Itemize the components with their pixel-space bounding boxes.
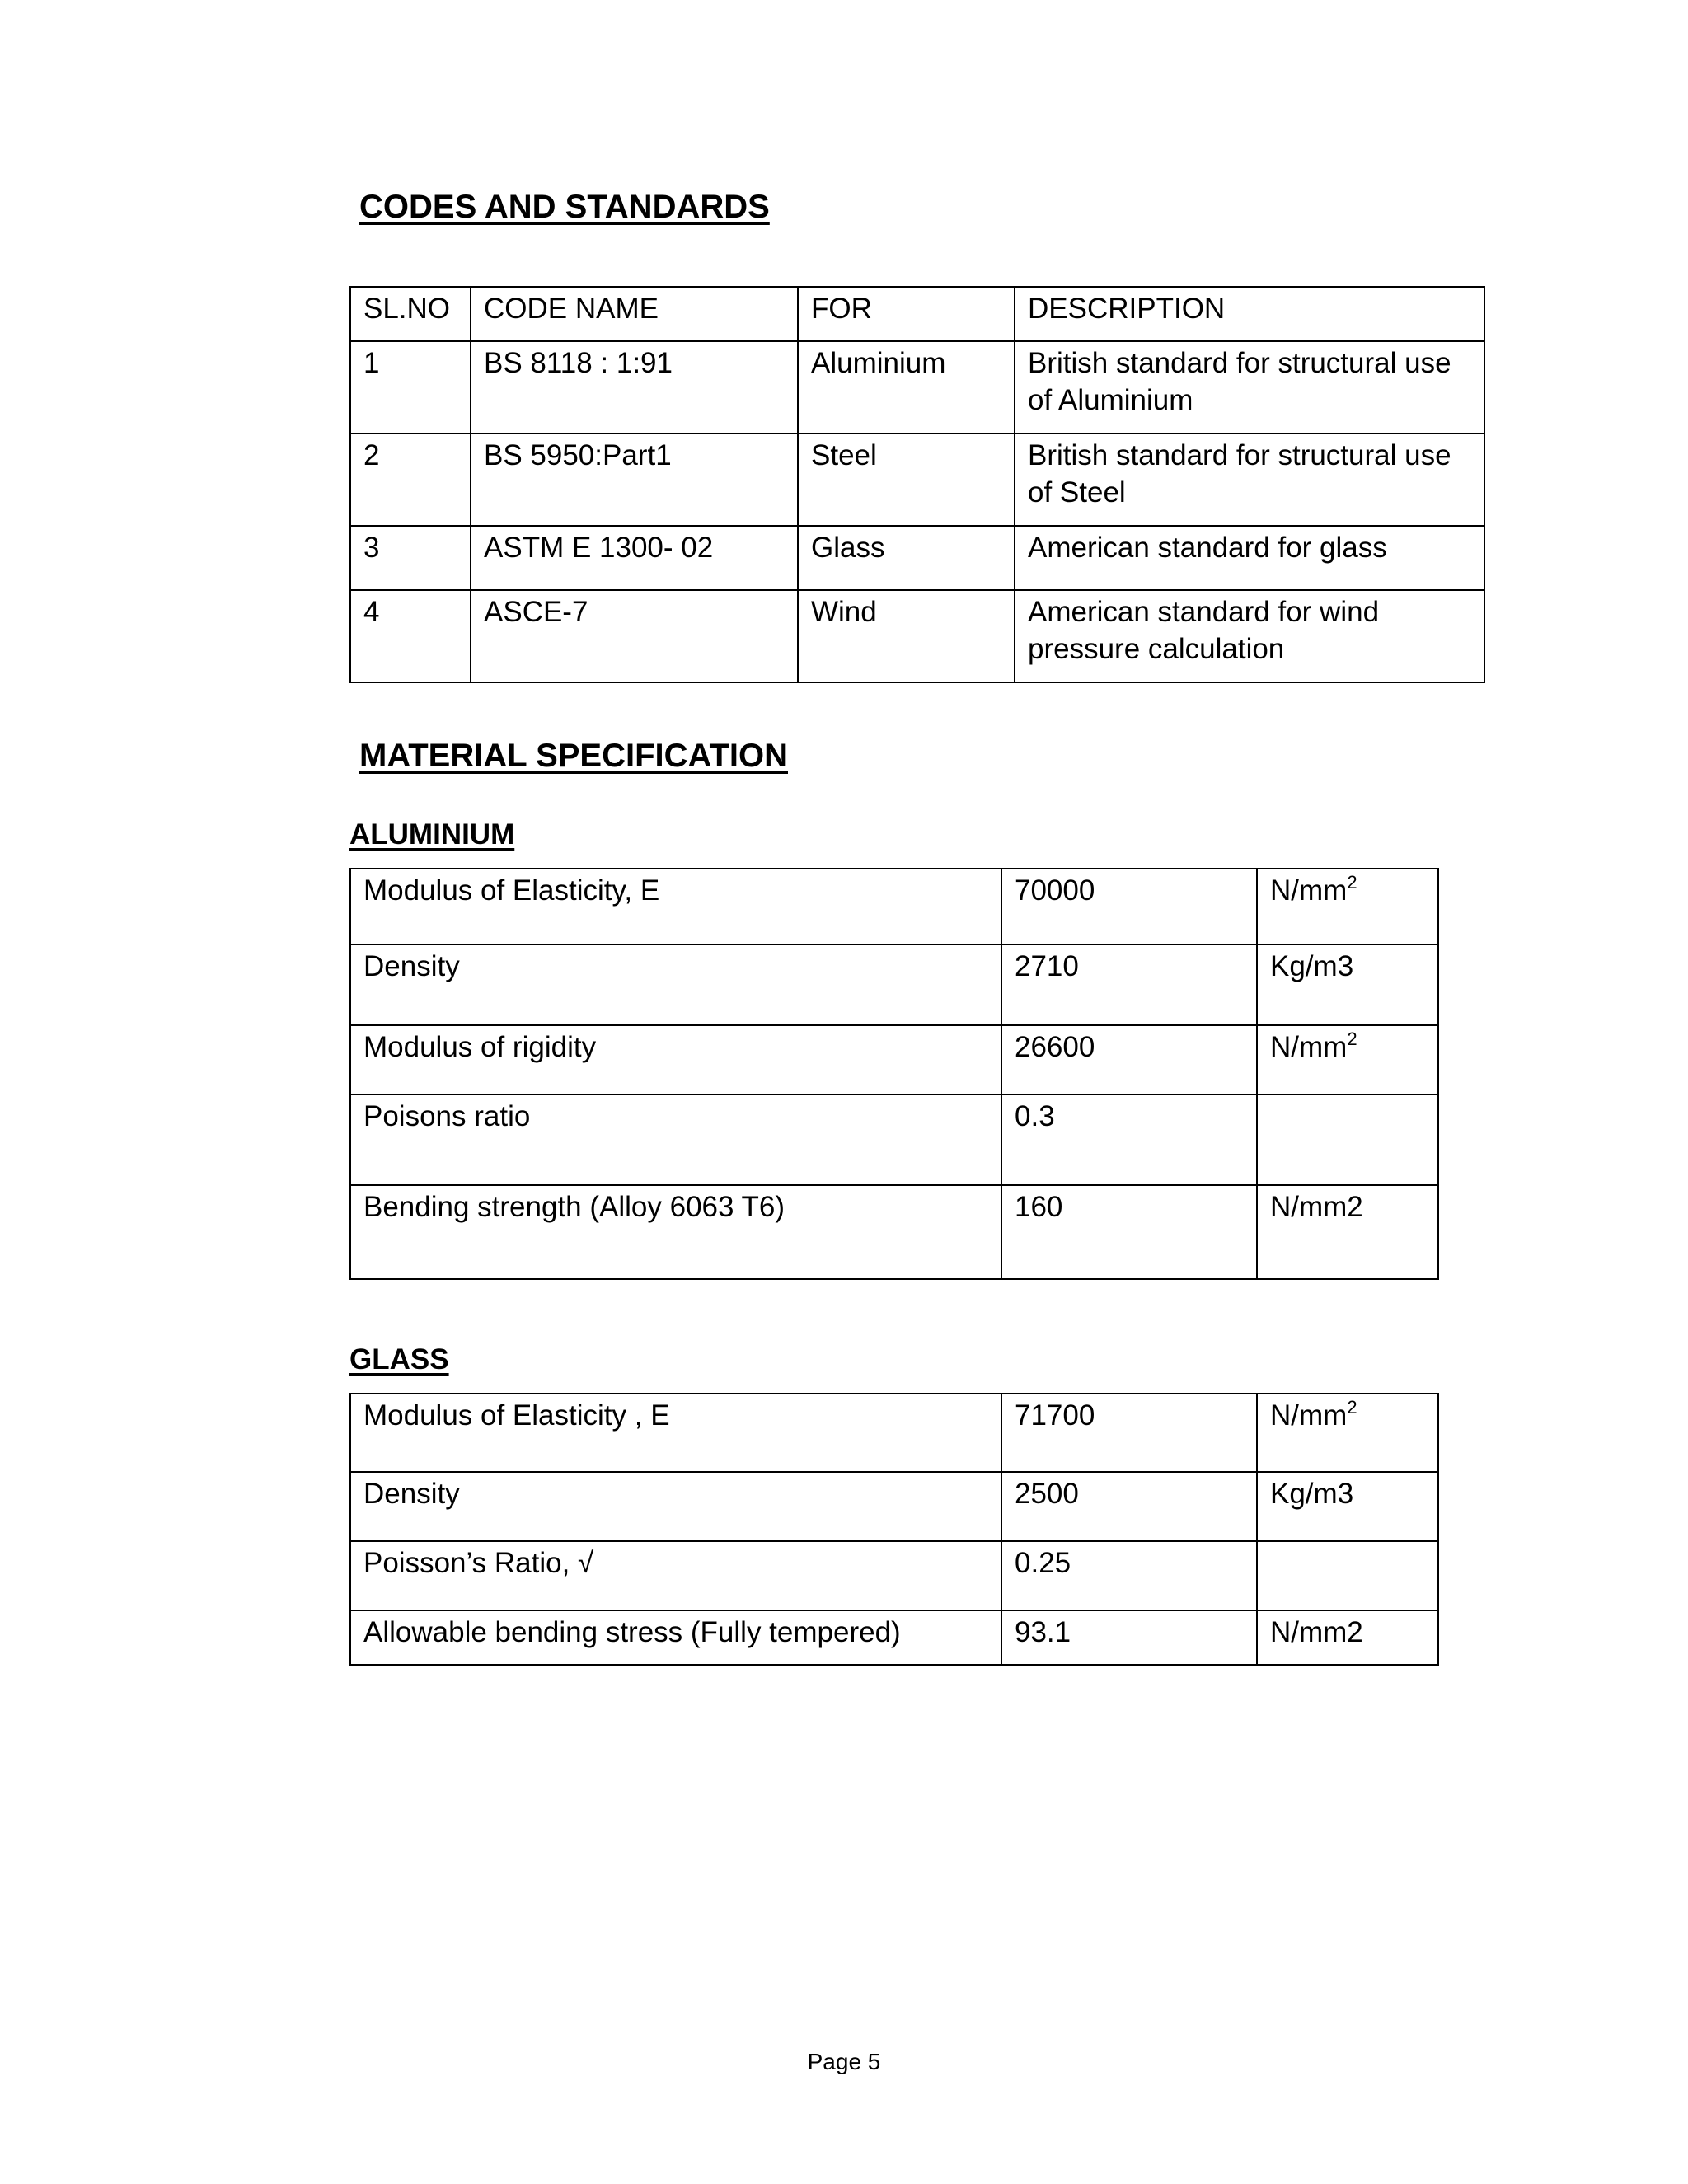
unit-text: N/mm bbox=[1270, 1031, 1348, 1063]
glass-table bbox=[349, 1393, 1439, 1666]
unit-text: N/mm bbox=[1270, 874, 1348, 907]
value-cell: 2710 bbox=[1001, 944, 1257, 1025]
aluminium-heading: ALUMINIUM bbox=[349, 818, 515, 851]
description-line: American standard for glass bbox=[1028, 532, 1387, 564]
cell-code-name: BS 5950:Part1 bbox=[471, 434, 798, 526]
description-line: of Aluminium bbox=[1028, 384, 1193, 416]
unit-cell bbox=[1257, 869, 1438, 944]
cell-for: Steel bbox=[798, 434, 1015, 526]
unit-cell bbox=[1257, 944, 1438, 1025]
table-row bbox=[350, 1394, 1438, 1472]
property-cell: Density bbox=[350, 944, 1001, 1025]
description-line: British standard for structural use bbox=[1028, 347, 1451, 379]
value-cell: 70000 bbox=[1001, 869, 1257, 944]
codes-table bbox=[349, 286, 1485, 683]
cell-description bbox=[1015, 341, 1484, 434]
property-cell: Poisons ratio bbox=[350, 1094, 1001, 1185]
col-header-for: FOR bbox=[798, 287, 1015, 341]
value-cell: 0.25 bbox=[1001, 1541, 1257, 1610]
unit-text: N/mm2 bbox=[1270, 1191, 1363, 1223]
unit-text: N/mm bbox=[1270, 1399, 1348, 1432]
glass-heading: GLASS bbox=[349, 1343, 449, 1376]
material-spec-heading: MATERIAL SPECIFICATION bbox=[359, 738, 788, 774]
table-row bbox=[350, 1025, 1438, 1094]
table-row bbox=[350, 1472, 1438, 1541]
table-row bbox=[350, 944, 1438, 1025]
col-header-description: DESCRIPTION bbox=[1015, 287, 1484, 341]
table-row bbox=[350, 1185, 1438, 1279]
description-line: American standard for wind bbox=[1028, 596, 1380, 628]
cell-description bbox=[1015, 434, 1484, 526]
cell-slno: 2 bbox=[350, 434, 471, 526]
value-cell: 0.3 bbox=[1001, 1094, 1257, 1185]
description-line: pressure calculation bbox=[1028, 633, 1285, 665]
value-cell: 2500 bbox=[1001, 1472, 1257, 1541]
property-cell: Modulus of Elasticity , E bbox=[350, 1394, 1001, 1472]
value-cell: 71700 bbox=[1001, 1394, 1257, 1472]
cell-code-name: ASTM E 1300- 02 bbox=[471, 526, 798, 590]
table-row bbox=[350, 526, 1484, 590]
col-header-slno: SL.NO bbox=[350, 287, 471, 341]
table-row bbox=[350, 434, 1484, 526]
cell-for: Glass bbox=[798, 526, 1015, 590]
cell-slno: 3 bbox=[350, 526, 471, 590]
unit-superscript: 2 bbox=[1347, 1029, 1357, 1049]
property-cell: Allowable bending stress (Fully tempered) bbox=[350, 1610, 1001, 1665]
value-cell: 160 bbox=[1001, 1185, 1257, 1279]
cell-slno: 4 bbox=[350, 590, 471, 682]
table-row bbox=[350, 341, 1484, 434]
unit-cell bbox=[1257, 1394, 1438, 1472]
table-row bbox=[350, 1094, 1438, 1185]
page-number: Page 5 bbox=[807, 2049, 881, 2074]
table-row bbox=[350, 869, 1438, 944]
unit-cell bbox=[1257, 1025, 1438, 1094]
table-row bbox=[350, 1541, 1438, 1610]
value-cell: 26600 bbox=[1001, 1025, 1257, 1094]
unit-cell bbox=[1257, 1185, 1438, 1279]
description-line: British standard for structural use bbox=[1028, 439, 1451, 471]
cell-slno: 1 bbox=[350, 341, 471, 434]
value-cell: 93.1 bbox=[1001, 1610, 1257, 1665]
codes-heading: CODES AND STANDARDS bbox=[359, 189, 770, 225]
codes-header-row bbox=[350, 287, 1484, 341]
unit-superscript: 2 bbox=[1347, 872, 1357, 893]
cell-for: Aluminium bbox=[798, 341, 1015, 434]
cell-description bbox=[1015, 526, 1484, 590]
property-cell: Bending strength (Alloy 6063 T6) bbox=[350, 1185, 1001, 1279]
cell-code-name: ASCE-7 bbox=[471, 590, 798, 682]
property-cell: Density bbox=[350, 1472, 1001, 1541]
aluminium-table bbox=[349, 868, 1439, 1280]
col-header-code-name: CODE NAME bbox=[471, 287, 798, 341]
unit-text: Kg/m3 bbox=[1270, 1478, 1354, 1510]
cell-description bbox=[1015, 590, 1484, 682]
unit-cell bbox=[1257, 1541, 1438, 1610]
unit-cell bbox=[1257, 1094, 1438, 1185]
description-line: of Steel bbox=[1028, 476, 1126, 509]
property-cell: Poisson’s Ratio, √ bbox=[350, 1541, 1001, 1610]
unit-text: N/mm2 bbox=[1270, 1616, 1363, 1648]
unit-cell bbox=[1257, 1472, 1438, 1541]
cell-for: Wind bbox=[798, 590, 1015, 682]
unit-text: Kg/m3 bbox=[1270, 950, 1354, 982]
table-row bbox=[350, 590, 1484, 682]
property-cell: Modulus of Elasticity, E bbox=[350, 869, 1001, 944]
unit-superscript: 2 bbox=[1347, 1397, 1357, 1418]
unit-cell bbox=[1257, 1610, 1438, 1665]
property-cell: Modulus of rigidity bbox=[350, 1025, 1001, 1094]
table-row bbox=[350, 1610, 1438, 1665]
cell-code-name: BS 8118 : 1:91 bbox=[471, 341, 798, 434]
